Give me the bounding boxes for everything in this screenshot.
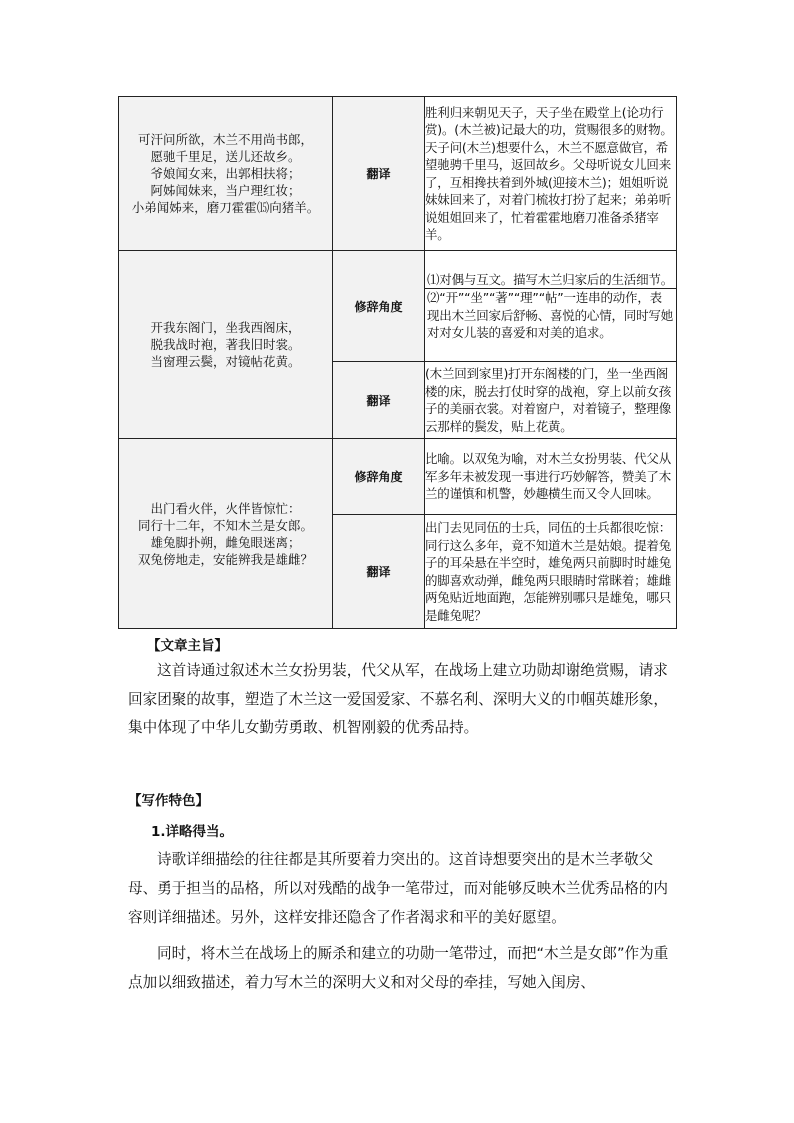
poem-line: 双兔傍地走，安能辨我是雄雌？ [137,551,313,567]
poem-line: 愿驰千里足，送儿还故乡。 [150,149,301,164]
rhetoric-text: 比喻。以双兔为喻，对木兰女扮男装、代父从军多年未被发现一事进行巧妙解答，赞美了木兰的谨慎和机警，妙趣横生而又令人回味。 [425,439,677,515]
poem-cell [119,439,333,629]
rhetoric-label: 修辞角度 [333,439,425,515]
translation-label: 翻译 [333,515,425,629]
translation-text: 胜利归来朝见天子，天子坐在殿堂上(论功行赏)。(木兰被)记最大的功，赏赐很多的财物。天子问(木兰)想要什么，木兰不愿意做官，希望驰骋千里马，返回故乡。父母听说女儿回来了，互相搀扶着到外城(迎接木兰)；姐姐听说妹妹回来了，对着门梳妆打扮了起来；弟弟听说姐姐回来了，忙着霍霍地磨刀准备杀猪宰羊。 [425,97,677,251]
poem-line: 出门看火伴，火伴皆惊忙： [150,500,301,516]
writing-paragraph: 同时，将木兰在战场上的厮杀和建立的功勋一笔带过，而把“木兰是女郎”作为重点加以细致描述，着力写木兰的深明大义和对父母的牵挂，写她入闺房、 [128,945,669,991]
writing-heading: 【写作特色】 [128,793,209,809]
rhetoric-label: 修辞角度 [333,251,425,362]
theme-heading: 【文章主旨】 [147,638,228,654]
poem-line: 脱我战时袍，著我旧时裳。 [150,337,301,352]
poem-line: 可汗问所欲，木兰不用尚书郎， [137,132,313,147]
translation-text: 出门去见同伍的士兵，同伍的士兵都很吃惊：同行这么多年，竟不知道木兰是姑娘。提着兔子的耳朵悬在半空时，雄兔两只前脚时时雄兔的脚喜欢动弹，雌兔两只眼睛时常眯着；雄雌两兔贴近地面跑，怎能辨别哪只是雄兔，哪只是雌兔呢？ [425,515,677,629]
poem-line: 爷娘闻女来，出郭相扶将； [150,166,301,181]
poem-line: 阿姊闻妹来，当户理红妆； [150,183,301,198]
poem-cell [119,97,333,251]
poem-line: 当窗理云鬓，对镜帖花黄。 [150,354,301,369]
poem-line: 同行十二年，不知木兰是女郎。 [137,517,313,533]
poem-line: 小弟闻姊来，磨刀霍霍⒂向猪羊。 [131,200,320,215]
writing-paragraph: 诗歌详细描绘的往往都是其所要着力突出的。这首诗想要突出的是木兰孝敬父母、勇于担当的品格，所以对残酷的战争一笔带过，而对能够反映木兰优秀品格的内容则详细描述。另外，这样安排还隐含了作者渴求和平的美好愿望。 [128,851,668,926]
theme-paragraph: 这首诗通过叙述木兰女扮男装，代父从军，在战场上建立功勋却谢绝赏赐，请求回家团聚的故事，塑造了木兰这一爱国爱家、不慕名利、深明大义的巾帼英雄形象，集中体现了中华儿女勤劳勇敢、机智刚毅的优秀品持。 [128,662,668,736]
translation-label: 翻译 [333,362,425,439]
rhetoric-cell [425,251,677,362]
poem-line: 开我东阁门，坐我西阁床， [150,320,301,335]
table-row [119,439,677,515]
poem-line: 雄兔脚扑朔，雌兔眼迷离； [150,534,301,550]
translation-label: 翻译 [333,97,425,251]
translation-text: (木兰回到家里)打开东阁楼的门，坐一坐西阁楼的床，脱去打仗时穿的战袍，穿上以前女孩子的美丽衣裳。对着窗户，对着镜子，整理像云那样的鬓发，贴上花黄。 [425,362,677,439]
poem-analysis-table [118,96,677,629]
writing-subheading: 1.详略得当。 [151,824,234,840]
rhetoric-point: ⑵“开”“坐”“著”“理”“帖”一连串的动作，表现出木兰回家后舒畅、喜悦的心情，同时写她对对女儿装的喜爱和对美的追求。 [427,290,674,340]
table-row [119,97,677,251]
rhetoric-point: ⑴对偶与互文。描写木兰归家后的生活细节。 [425,271,676,290]
poem-cell [119,251,333,439]
table-row [119,251,677,362]
